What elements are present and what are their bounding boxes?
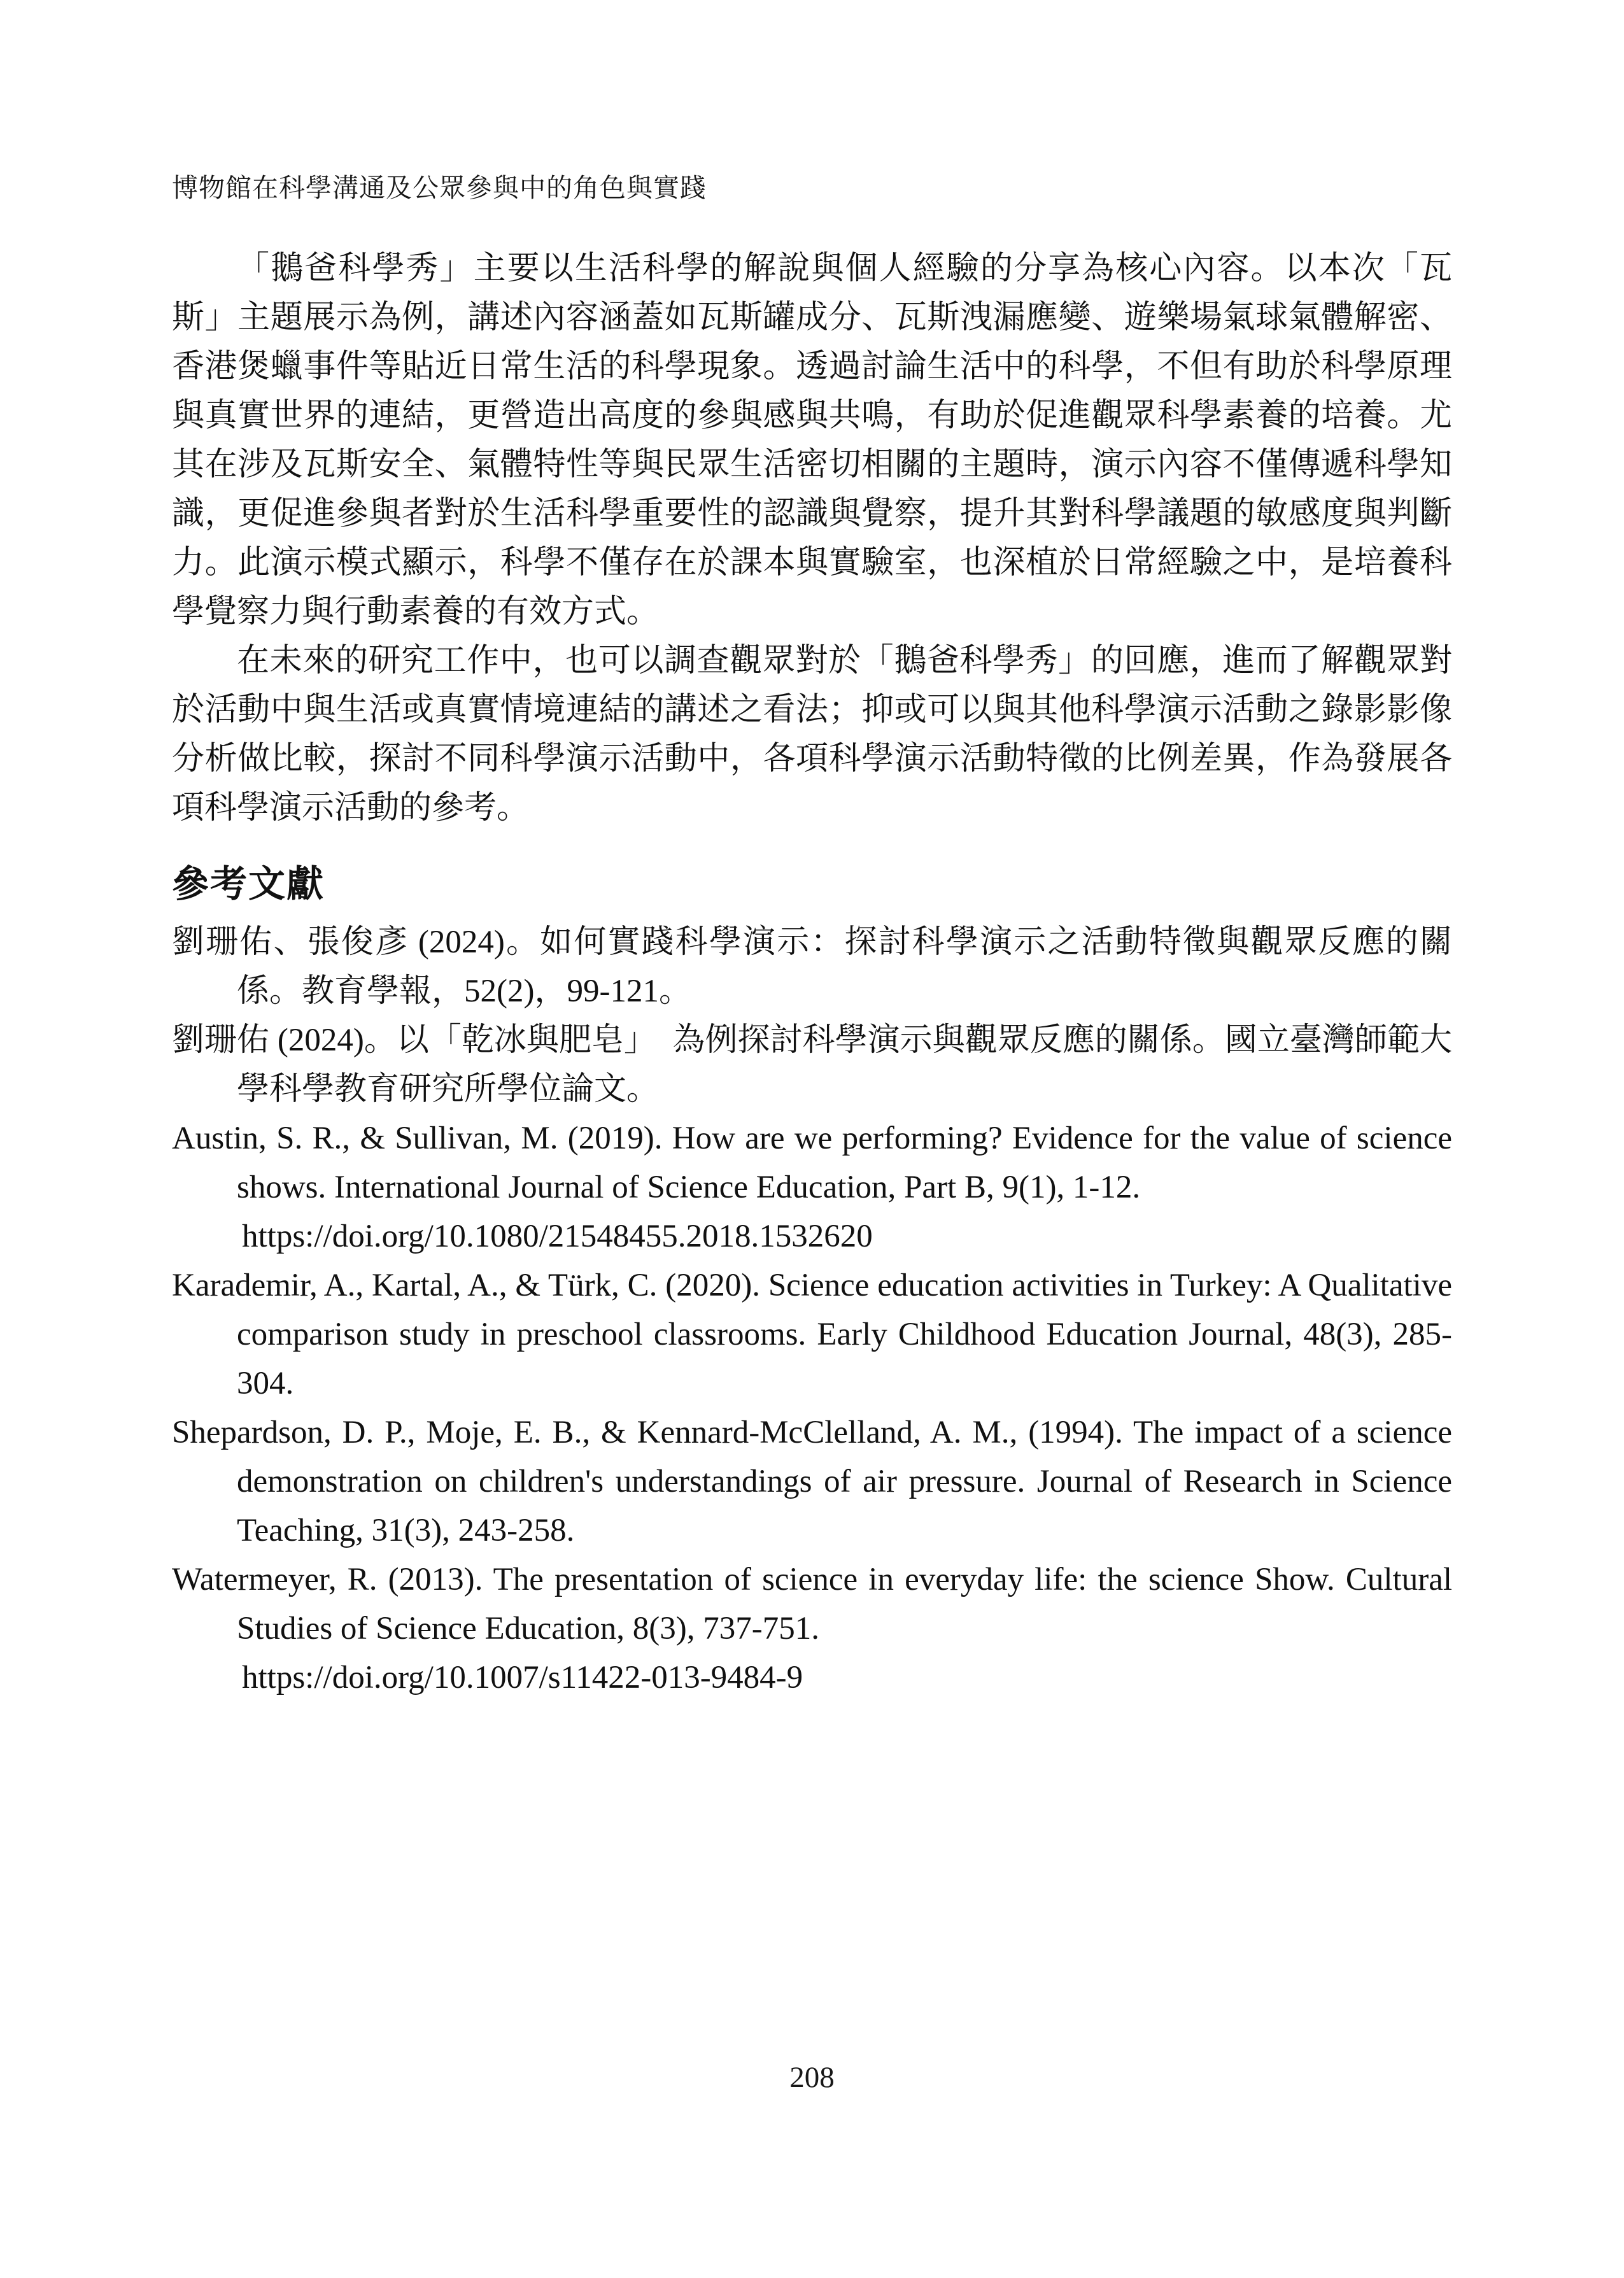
reference-item [172, 1555, 1452, 1702]
running-header: 博物館在科學溝通及公眾參與中的角色與實踐 [172, 173, 707, 202]
reference-citation: Karademir, A., Kartal, A., & Türk, C. (2020). Science education activities in Turkey: A Qualitative comparison study in preschool classrooms. Early Childhood Education Journal, 48(3), 285-304. [172, 1267, 1452, 1401]
reference-item [172, 918, 1452, 1016]
reference-item [172, 1114, 1452, 1261]
reference-citation: 劉珊佑 (2024)。以「乾冰與肥皂」 為例探討科學演示與觀眾反應的關係。國立臺灣師範大學科學教育研究所學位論文。 [172, 1022, 1452, 1107]
reference-citation: 劉珊佑、張俊彥 (2024)。如何實踐科學演示：探討科學演示之活動特徵與觀眾反應的關係。教育學報，52(2)，99-121。 [172, 924, 1452, 1009]
page-content [172, 244, 1452, 1702]
reference-item [172, 1408, 1452, 1555]
reference-doi: https://doi.org/10.1080/21548455.2018.1532620 [242, 1218, 873, 1254]
reference-citation: Watermeyer, R. (2013). The presentation of science in everyday life: the science Show. Cultural Studies of Science Education, 8(3), 737-751. [172, 1561, 1452, 1646]
body-paragraph-1: 「鵝爸科學秀」主要以生活科學的解說與個人經驗的分享為核心內容。以本次「瓦斯」主題展示為例，講述內容涵蓋如瓦斯罐成分、瓦斯洩漏應變、遊樂場氣球氣體解密、香港煲蠟事件等貼近日常生活的科學現象。透過討論生活中的科學，不但有助於科學原理與真實世界的連結，更營造出高度的參與感與共鳴，有助於促進觀眾科學素養的培養。尤其在涉及瓦斯安全、氣體特性等與民眾生活密切相關的主題時，演示內容不僅傳遞科學知識，更促進參與者對於生活科學重要性的認識與覺察，提升其對科學議題的敏感度與判斷力。此演示模式顯示，科學不僅存在於課本與實驗室，也深植於日常經驗之中，是培養科學覺察力與行動素養的有效方式。 [172, 251, 1452, 630]
reference-citation: Shepardson, D. P., Moje, E. B., & Kennard-McClelland, A. M., (1994). The impact of a science demonstration on children's understandings of air pressure. Journal of Research in Science Teaching, 31(3), 243-258. [172, 1414, 1452, 1548]
page-number: 208 [789, 2061, 835, 2094]
reference-doi: https://doi.org/10.1007/s11422-013-9484-9 [242, 1659, 803, 1695]
body-paragraph-2: 在未來的研究工作中，也可以調查觀眾對於「鵝爸科學秀」的回應，進而了解觀眾對於活動中與生活或真實情境連結的講述之看法；抑或可以與其他科學演示活動之錄影影像分析做比較，探討不同科學演示活動中，各項科學演示活動特徵的比例差異，作為發展各項科學演示活動的參考。 [172, 643, 1452, 826]
references-list [172, 918, 1452, 1702]
reference-citation: Austin, S. R., & Sullivan, M. (2019). How are we performing? Evidence for the value of science shows. International Journal of Science Education, Part B, 9(1), 1-12. [172, 1120, 1452, 1205]
reference-item [172, 1261, 1452, 1408]
references-heading: 參考文獻 [172, 863, 325, 905]
reference-item [172, 1016, 1452, 1114]
